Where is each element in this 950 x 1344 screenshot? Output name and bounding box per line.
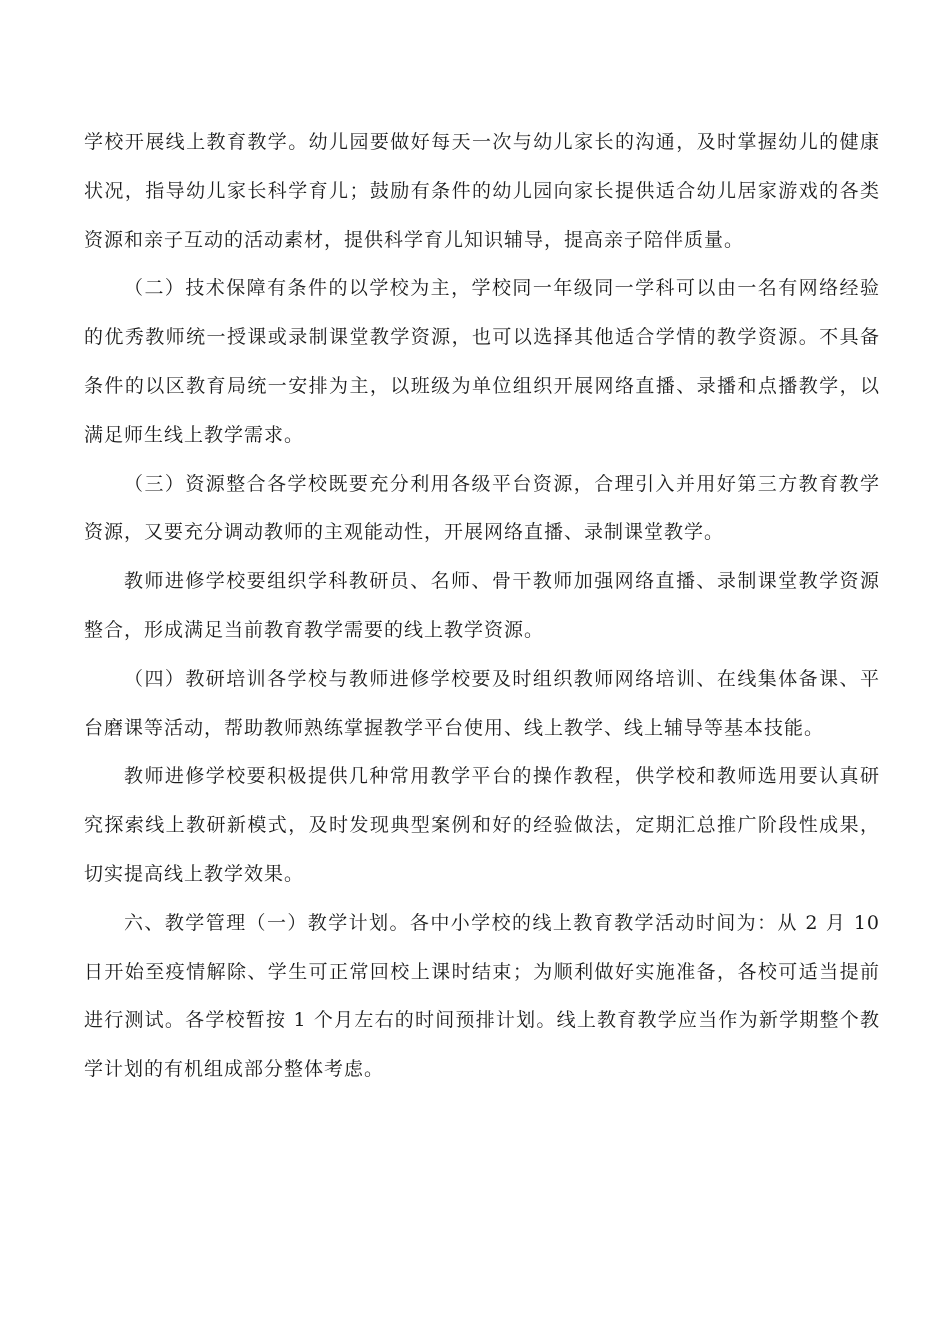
paragraph-teaching-management: 六、教学管理（一）教学计划。各中小学校的线上教育教学活动时间为：从 2 月 10 日开始至疫情解除、学生可正常回校上课时结束；为顺利做好实施准备，各校可适当提前进行测试。各学校暂按 1 个月左右的时间预排计划。线上教育教学应当作为新学期整个教学计划的有机组成部分整体考虑。 <box>84 911 880 1081</box>
paragraph-teacher-training-school: 教师进修学校要组织学科教研员、名师、骨干教师加强网络直播、录制课堂教学资源整合，形成满足当前教育教学需要的线上教学资源。 <box>84 570 880 641</box>
paragraph-resource-integration: （三）资源整合各学校既要充分利用各级平台资源，合理引入并用好第三方教育教学资源，又要充分调动教师的主观能动性，开展网络直播、录制课堂教学。 <box>84 472 880 544</box>
paragraph-technical-support: （二）技术保障有条件的以学校为主，学校同一年级同一学科可以由一名有网络经验的优秀教师统一授课或录制课堂教学资源，也可以选择其他适合学情的教学资源。不具备条件的以区教育局统一安排为主，以班级为单位组织开展网络直播、录播和点播教学，以满足师生线上教学需求。 <box>84 277 880 446</box>
document-body <box>84 118 880 1094</box>
paragraph-platform-tutorials: 教师进修学校要积极提供几种常用教学平台的操作教程，供学校和教师选用要认真研究探索线上教研新模式，及时发现典型案例和好的经验做法，定期汇总推广阶段性成果，切实提高线上教学效果。 <box>84 765 880 885</box>
paragraph-kindergarten: 学校开展线上教育教学。幼儿园要做好每天一次与幼儿家长的沟通，及时掌握幼儿的健康状况，指导幼儿家长科学育儿；鼓励有条件的幼儿园向家长提供适合幼儿居家游戏的各类资源和亲子互动的活动素材，提供科学育儿知识辅导，提高亲子陪伴质量。 <box>84 131 880 251</box>
paragraph-teaching-research: （四）教研培训各学校与教师进修学校要及时组织教师网络培训、在线集体备课、平台磨课等活动，帮助教师熟练掌握教学平台使用、线上教学、线上辅导等基本技能。 <box>84 667 880 739</box>
